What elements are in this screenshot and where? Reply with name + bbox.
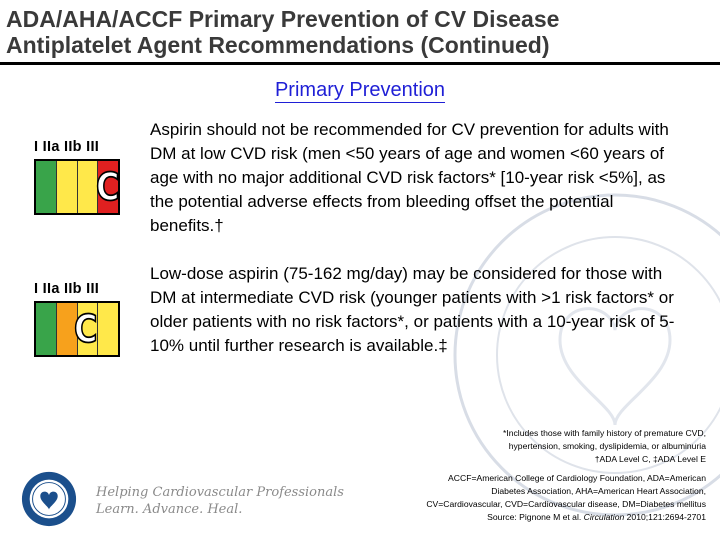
source-suffix: 2010;121:2694-2701 [626,512,706,522]
source-citation [487,512,706,522]
source-journal: Circulation [583,512,625,522]
title-line-2: Antiplatelet Agent Recommendations (Continued) [6,32,550,58]
class-I-cell [36,161,57,213]
footnote-line: hypertension, smoking, dyslipidemia, or albuminuria [508,441,706,451]
class-I-cell [36,303,57,355]
footnote-abbreviations [426,472,706,511]
footnote-levels: †ADA Level C, ‡ADA Level E [594,454,706,464]
acc-logo-seal [20,470,78,528]
recommendation-class-box-1 [34,139,120,210]
class-labels: I IIa IIb III [34,139,100,155]
recommendation-text-2: Low-dose aspirin (75-162 mg/day) may be considered for those with DM at intermediate CVD risk (younger patients with >1 risk factors* or older patients with no risk factors*, or patients with a 10-year risk of 5-10% until further research is available.‡ [150,264,675,355]
footnote-line: ACCF=American College of Cardiology Foundation, ADA=American [448,473,706,483]
slide-title [6,6,716,58]
footnote-risk-factors [503,427,706,466]
section-heading-text: Primary Prevention [274,79,446,101]
class-IIa-cell [57,161,78,213]
section-heading [0,79,720,102]
tagline-line-2: Learn. Advance. Heal. [96,502,243,517]
tagline [96,484,344,518]
class-III-cell [98,303,118,355]
footnote-line: *Includes those with family history of premature CVD, [503,428,706,438]
recommendation-text-1: Aspirin should not be recommended for CV prevention for adults with DM at low CVD risk (men <50 years of age and women <60 years of age with no major additional CVD risk factors* [10-year risk <5%], as the potential adverse effects from bleeding offset the potential benefits.† [150,120,669,235]
class-labels: I IIa IIb III [34,281,100,297]
tagline-line-1: Helping Cardiovascular Professionals [96,485,344,500]
footnote-line: CV=Cardiovascular, CVD=Cardiovascular disease, DM=Diabetes mellitus [426,499,706,509]
title-line-1: ADA/AHA/ACCF Primary Prevention of CV Disease [6,6,560,32]
level-of-evidence-badge: C [96,164,120,210]
level-of-evidence-badge: C [74,306,98,352]
footnote-line: Diabetes Association, AHA=American Heart Association, [491,486,706,496]
source-prefix: Source: Pignone M et al. [487,512,582,522]
recommendation-class-box-2 [34,281,120,352]
title-divider [0,62,720,65]
